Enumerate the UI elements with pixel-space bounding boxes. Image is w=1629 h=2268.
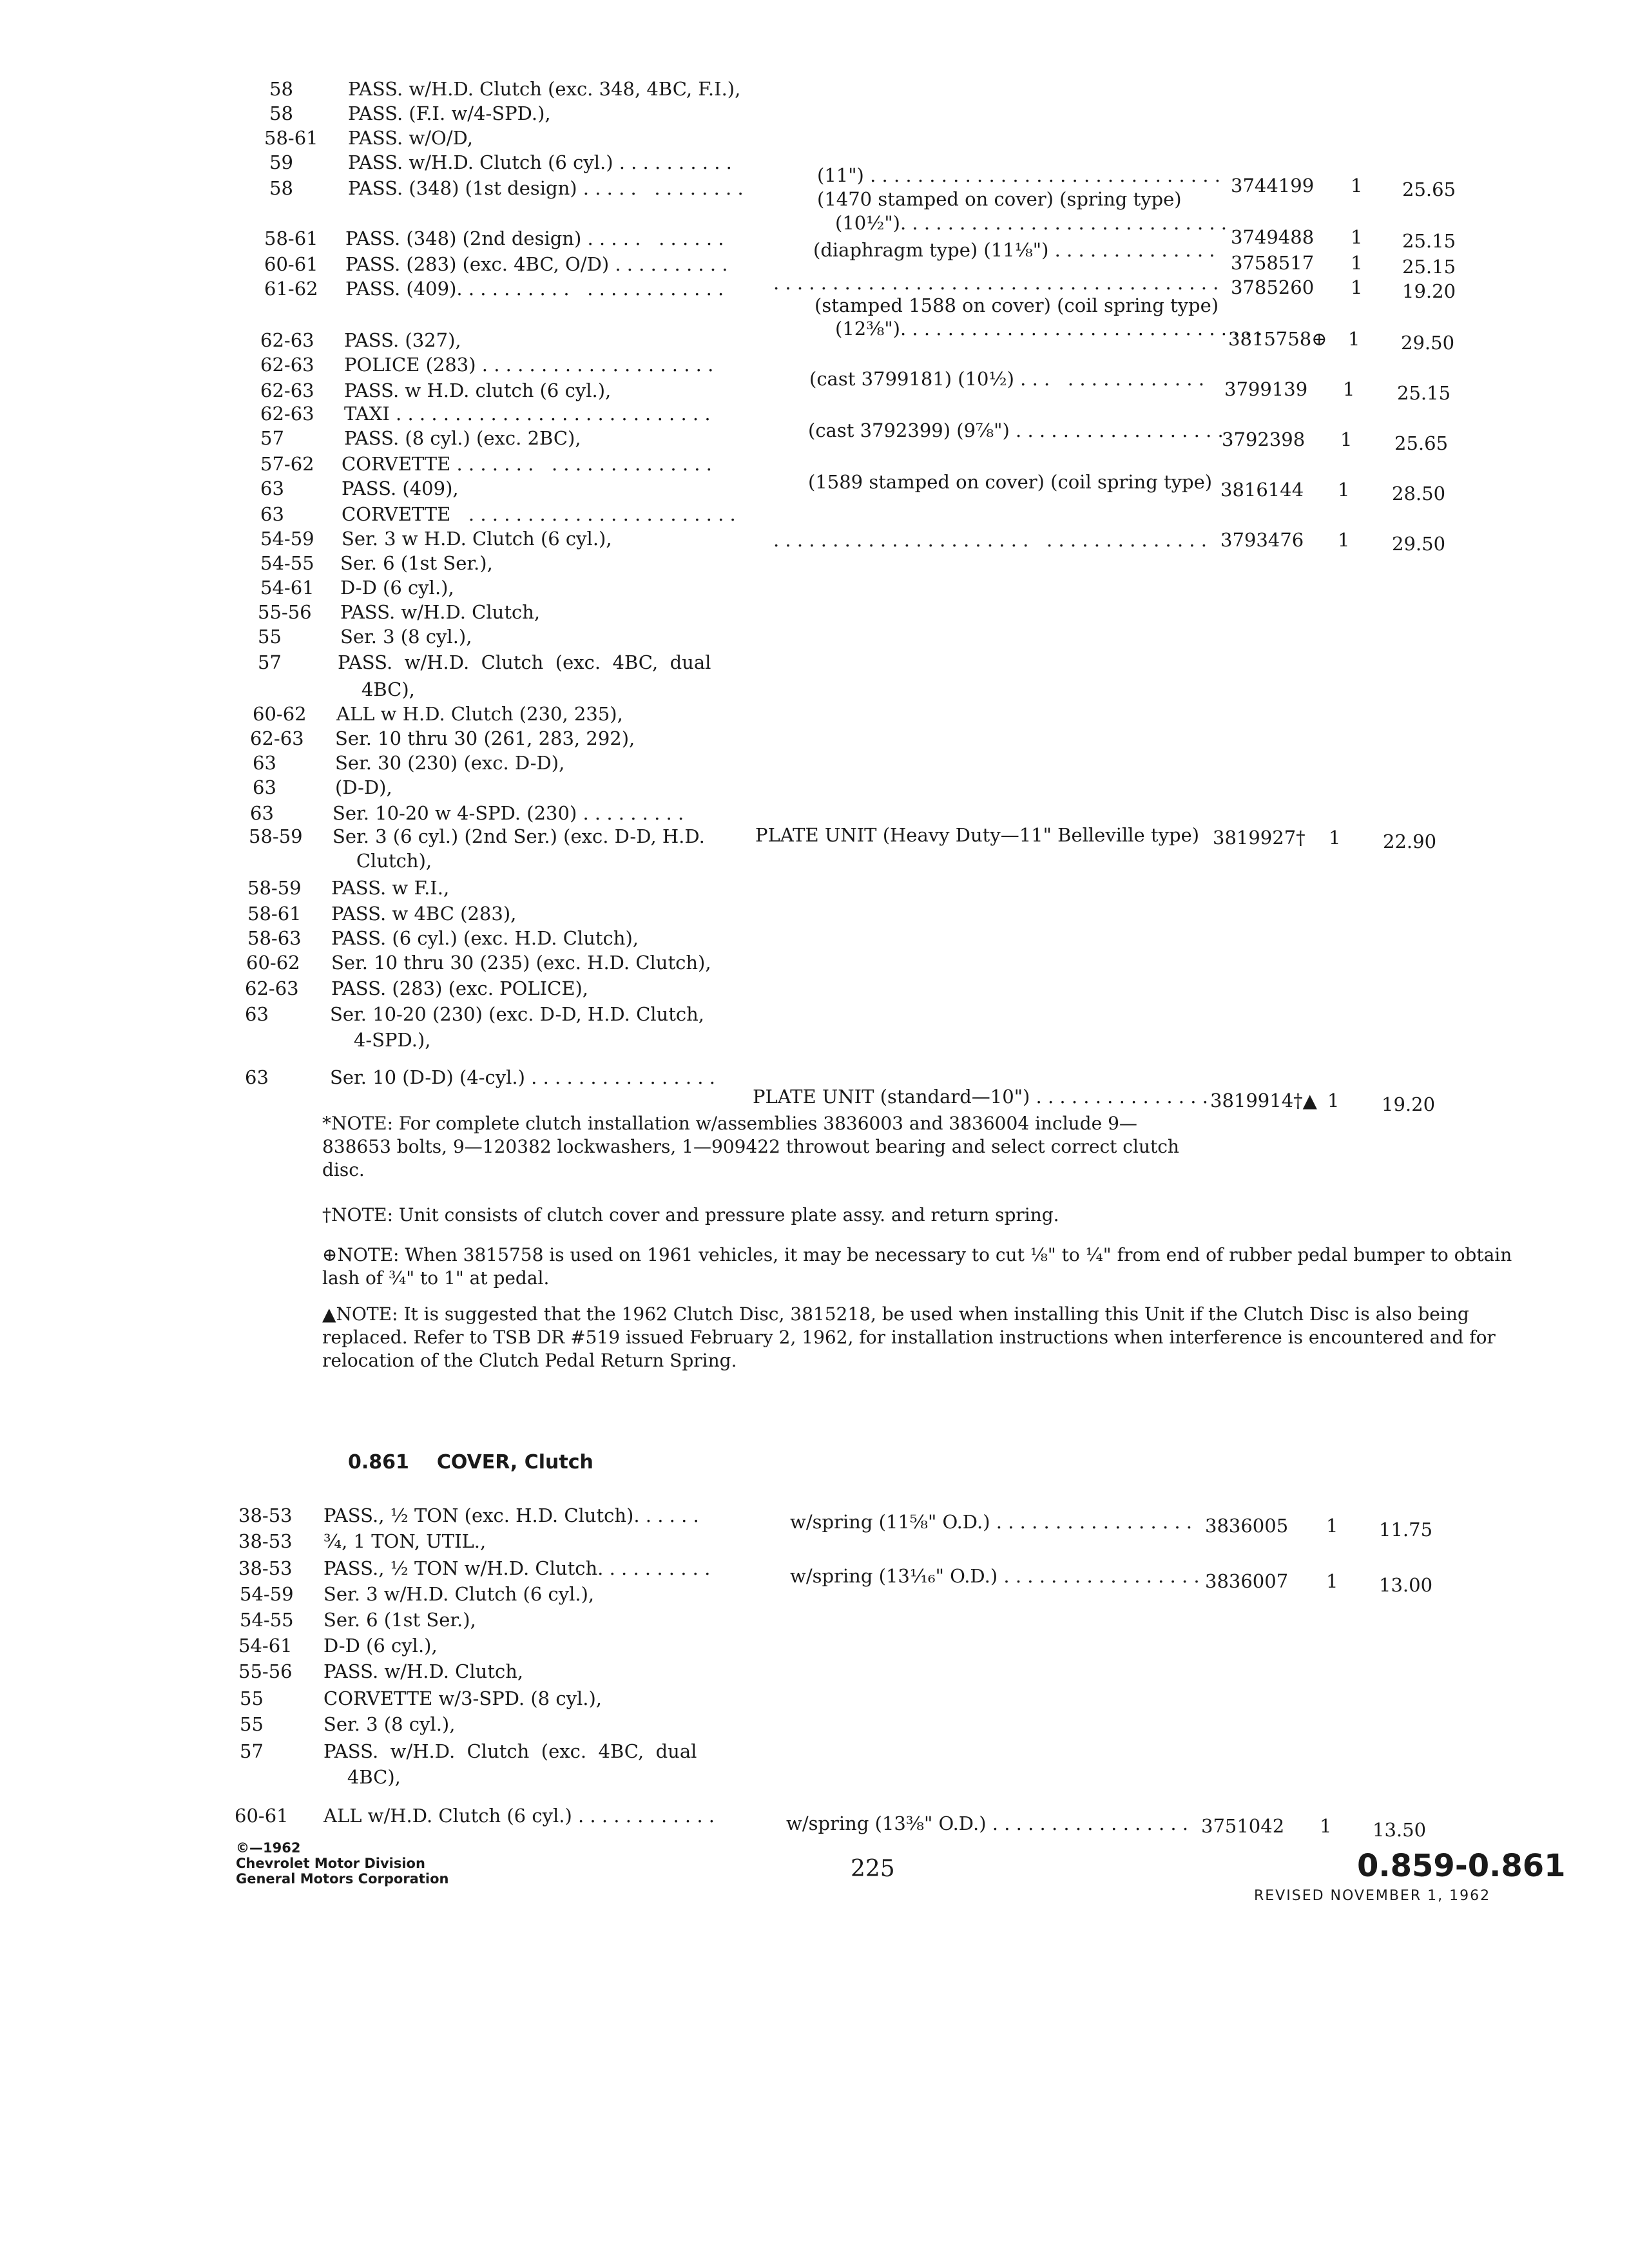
sub-desc: (12⅜"). . . . . . . . . . . . . . . . . . . . . . . . . . . . . . . [835,318,1263,340]
year-range: 57-62 [260,453,314,475]
year-range: 62-63 [260,354,314,376]
part-number: 3744199 [1231,175,1315,197]
year-range: 54-59 [240,1583,294,1605]
quantity: 1 [1338,479,1350,501]
sub-desc: (diaphragm type) (11⅛") . . . . . . . . . . . . . . [813,239,1215,261]
quantity: 1 [1351,252,1363,274]
quantity: 1 [1320,1815,1332,1837]
application-description: PASS. w H.D. clutch (6 cyl.), [344,380,612,401]
price: 19.20 [1382,1093,1436,1115]
year-range: 58-63 [247,927,302,949]
part-number: 3799139 [1224,378,1308,400]
year-range: 54-55 [260,552,314,574]
year-range: 59 [269,151,293,173]
year-range: 62-63 [245,977,299,999]
application-description: PASS. w/H.D. Clutch (exc. 348, 4BC, F.I.), [348,78,741,100]
quantity: 1 [1326,1570,1338,1592]
quantity: 1 [1338,529,1350,551]
year-range: 38-53 [238,1530,293,1552]
page-number: 225 [851,1856,895,1882]
section-title: COVER, Clutch [436,1451,593,1474]
application-description: Ser. 6 (1st Ser.), [340,552,493,574]
quantity: 1 [1329,827,1341,849]
application-description: Ser. 3 w H.D. Clutch (6 cyl.), [342,528,612,550]
application-description: Ser. 3 (8 cyl.), [323,1713,456,1735]
year-range: 58-61 [264,227,318,249]
note-clutch-disc: ▲NOTE: It is suggested that the 1962 Clutch Disc, 3815218, be used when installing this Unit if the Clutch Disc is also being replaced. Refer to TSB DR #519 issued February 2, 1962, for installation instructions when interference is encountered and for relocation of the Clutch Pedal Return Spring. [322,1303,1496,1371]
application-description: PASS. (348) (2nd design) . . . . . . . . . . . [345,227,724,249]
year-range: 63 [260,503,284,525]
price: 13.50 [1373,1819,1427,1841]
year-range: 63 [253,776,276,798]
application-description: PASS. (6 cyl.) (exc. H.D. Clutch), [331,927,639,949]
application-description: PASS. w/H.D. Clutch (exc. 4BC, dual [323,1740,697,1762]
application-description: (D-D), [335,776,392,798]
year-range: 58 [269,102,293,124]
sub-desc: (1589 stamped on cover) (coil spring type) [808,471,1213,493]
application-description: CORVETTE w/3-SPD. (8 cyl.), [323,1687,602,1709]
part-number: 3793476 [1220,529,1304,551]
year-range: 61-62 [264,278,318,300]
year-range: 58-59 [247,877,302,899]
quantity: 1 [1326,1515,1338,1537]
year-range: 54-55 [240,1609,294,1631]
application-description: PASS., ½ TON w/H.D. Clutch. . . . . . . . . . [323,1557,711,1579]
application-description: PASS., ½ TON (exc. H.D. Clutch). . . . . . [323,1504,699,1526]
year-range: 55 [240,1687,264,1709]
quantity: 1 [1343,378,1355,400]
quantity: 1 [1351,226,1363,248]
section-heading [348,1451,593,1474]
year-range: 62-63 [260,403,314,425]
application-description: PASS. (283) (exc. POLICE), [331,977,589,999]
year-range: 63 [250,802,274,824]
note-1961: ⊕NOTE: When 3815758 is used on 1961 vehicles, it may be necessary to cut ⅛" to ¼" from end of rubber pedal bumper to obtain lash of ¾" to 1" at pedal. [322,1244,1512,1289]
application-description: Ser. 3 w/H.D. Clutch (6 cyl.), [323,1583,595,1605]
copyright: ©—1962 [236,1840,301,1856]
year-range: 54-59 [260,528,314,550]
sub-desc: w/spring (11⅝" O.D.) . . . . . . . . . . . . . . . . . [790,1511,1192,1533]
year-range: 58-59 [249,825,303,847]
sub-desc: PLATE UNIT (standard—10") . . . . . . . . . . . . . . . [753,1086,1208,1108]
price: 25.65 [1394,432,1449,454]
section-number: 0.861 [348,1451,409,1474]
part-number: 3816144 [1220,479,1304,501]
price: 29.50 [1392,533,1446,555]
year-range: 60-62 [246,952,300,974]
year-range: 62-63 [250,727,304,749]
application-description: D-D (6 cyl.), [340,577,454,599]
price: 25.15 [1402,230,1456,252]
year-range: 55 [240,1713,264,1735]
sub-desc: w/spring (13⅜" O.D.) . . . . . . . . . . . . . . . . . [786,1812,1188,1834]
price: 28.50 [1392,483,1446,505]
note-unit: †NOTE: Unit consists of clutch cover and pressure plate assy. and return spring. [322,1204,1059,1225]
part-number: 3785260 [1231,276,1315,298]
year-range: 58-61 [247,903,302,925]
quantity: 1 [1348,328,1360,350]
quantity: 1 [1351,276,1363,298]
price: 19.20 [1402,280,1456,302]
year-range: 62-63 [260,329,314,351]
year-range: 38-53 [238,1504,293,1526]
quantity: 1 [1351,175,1363,197]
application-description: ¾, 1 TON, UTIL., [323,1530,487,1552]
price: 13.00 [1379,1574,1433,1596]
year-range: 38-53 [238,1557,293,1579]
year-range: 63 [245,1003,269,1025]
year-range: 55 [258,626,282,648]
note-assembly: *NOTE: For complete clutch installation w/assemblies 3836003 and 3836004 include 9—838653 bolts, 9—120382 lockwashers, 1—909422 throwout bearing and select correct clutch disc. [322,1113,1179,1180]
application-description: ALL w/H.D. Clutch (6 cyl.) . . . . . . . . . . . . [323,1805,715,1827]
sub-desc: . . . . . . . . . . . . . . . . . . . . . . . . . . . . . . . . . . . . [773,529,1207,551]
application-description: PASS. (8 cyl.) (exc. 2BC), [344,427,581,449]
application-description: POLICE (283) . . . . . . . . . . . . . . . . . . . . [344,354,714,376]
price: 25.15 [1402,256,1456,278]
application-description: Ser. 10 thru 30 (261, 283, 292), [335,727,635,749]
application-description: PASS. w/H.D. Clutch, [323,1660,524,1682]
price: 25.65 [1402,178,1456,200]
year-range: 55-56 [258,601,312,623]
revised-date: REVISED NOVEMBER 1, 1962 [1254,1888,1491,1904]
section-range: 0.859-0.861 [1357,1848,1566,1884]
application-description: Clutch), [333,850,432,872]
application-description: CORVETTE . . . . . . . . . . . . . . . . . . . . . [342,453,712,475]
sub-desc: (11") . . . . . . . . . . . . . . . . . . . . . . . . . . . . . . [817,164,1220,186]
application-description: CORVETTE . . . . . . . . . . . . . . . . . . . . . . . [342,503,736,525]
application-description: PASS. (348) (1st design) . . . . . . . . . . . . . [348,177,744,199]
year-range: 63 [253,752,276,774]
part-number: 3836005 [1205,1515,1289,1537]
application-description: TAXI . . . . . . . . . . . . . . . . . . . . . . . . . . . [344,403,711,425]
price: 11.75 [1379,1519,1433,1541]
application-description: PASS. w 4BC (283), [331,903,517,925]
sub-desc: . . . . . . . . . . . . . . . . . . . . . . . . . . . . . . . . . . . . . . [773,272,1219,294]
application-description: Ser. 10-20 w 4-SPD. (230) . . . . . . . . . [333,802,684,824]
application-description: PASS. w/H.D. Clutch (6 cyl.) . . . . . . . . . . [348,151,732,173]
application-description: PASS. (409), [342,477,459,499]
year-range: 55-56 [238,1660,293,1682]
year-range: 54-61 [260,577,314,599]
application-description: PASS. w/H.D. Clutch, [340,601,541,623]
year-range: 63 [260,477,284,499]
year-range: 57 [258,651,282,673]
application-description: Ser. 10 thru 30 (235) (exc. H.D. Clutch), [331,952,711,974]
application-description: D-D (6 cyl.), [323,1635,438,1657]
application-description: Ser. 10 (D-D) (4-cyl.) . . . . . . . . . . . . . . . . [330,1066,715,1088]
sub-desc: (cast 3799181) (10½) . . . . . . . . . . . . . . . [809,368,1204,390]
part-number: 3751042 [1201,1815,1285,1837]
year-range: 57 [260,427,284,449]
part-number: 3749488 [1231,226,1315,248]
application-description: 4BC), [338,678,415,700]
application-description: PASS. w F.I., [331,877,450,899]
application-description: PASS. (283) (exc. 4BC, O/D) . . . . . . . . . . [345,253,728,275]
application-description: PASS. (409). . . . . . . . . . . . . . . . . . . . . . [345,278,724,300]
part-number: 3815758⊕ [1228,328,1327,350]
corporation: General Motors Corporation [236,1871,449,1887]
year-range: 54-61 [238,1635,293,1657]
price: 22.90 [1383,831,1437,852]
year-range: 60-61 [264,253,318,275]
division: Chevrolet Motor Division [236,1856,425,1871]
sub-desc: (10½"). . . . . . . . . . . . . . . . . . . . . . . . . . . . [835,212,1227,234]
application-description: Ser. 3 (6 cyl.) (2nd Ser.) (exc. D-D, H.D. [333,825,705,847]
sub-desc: (stamped 1588 on cover) (coil spring type) [815,294,1219,316]
application-description: Ser. 10-20 (230) (exc. D-D, H.D. Clutch, [330,1003,705,1025]
year-range: 58 [269,177,293,199]
part-number: 3836007 [1205,1570,1289,1592]
part-number: 3819914†▲ [1210,1090,1317,1111]
price: 29.50 [1401,332,1455,354]
year-range: 63 [245,1066,269,1088]
application-description: PASS. w/H.D. Clutch (exc. 4BC, dual [338,651,711,673]
year-range: 62-63 [260,380,314,401]
part-number: 3792398 [1222,428,1306,450]
part-number: 3819927† [1213,827,1306,849]
sub-desc: w/spring (13¹⁄₁₆" O.D.) . . . . . . . . . . . . . . . . . [790,1565,1200,1587]
sub-desc: (cast 3792399) (9⅞") . . . . . . . . . . . . . . . . . . [808,419,1224,441]
application-description: Ser. 3 (8 cyl.), [340,626,472,648]
quantity: 1 [1327,1090,1340,1111]
application-description: 4-SPD.), [330,1029,431,1051]
year-range: 60-62 [253,703,307,725]
sub-desc: PLATE UNIT (Heavy Duty—11" Belleville type) [755,824,1200,846]
quantity: 1 [1340,428,1353,450]
application-description: ALL w H.D. Clutch (230, 235), [336,703,623,725]
application-description: Ser. 30 (230) (exc. D-D), [335,752,565,774]
year-range: 60-61 [235,1805,289,1827]
year-range: 58-61 [264,127,318,149]
application-description: PASS. (327), [344,329,461,351]
application-description: PASS. (F.I. w/4-SPD.), [348,102,551,124]
year-range: 57 [240,1740,264,1762]
application-description: Ser. 6 (1st Ser.), [323,1609,476,1631]
year-range: 58 [269,78,293,100]
application-description: 4BC), [323,1766,401,1788]
application-description: PASS. w/O/D, [348,127,473,149]
price: 25.15 [1397,382,1451,404]
sub-desc: (1470 stamped on cover) (spring type) [817,188,1182,210]
part-number: 3758517 [1231,252,1315,274]
